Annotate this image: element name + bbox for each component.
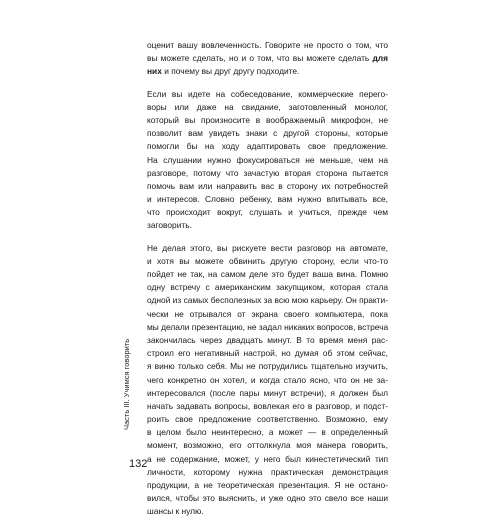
text-line: роить свое предложение соответственно. Возможно, ему — [147, 414, 388, 425]
text-line: пойдет не так, на самом деле это будет ваша вина. Помню — [147, 269, 388, 279]
text-line-part: и почему вы друг другу подходите. — [161, 66, 300, 77]
bold-word: них — [147, 66, 162, 77]
text-line: в целом было неинтересно, а может — в определенный — [147, 427, 388, 438]
running-head: Часть III. Учимся говорить — [122, 338, 131, 430]
text-line: помочь вам или направить вас в сторону их потребностей — [147, 180, 388, 191]
text-line: что происходит вокруг, слушать и учиться, прежде чем — [147, 207, 388, 218]
bold-word: для — [372, 53, 388, 64]
text-line: момент, возможно, его оттолкнула моя манера говорить, — [147, 440, 388, 451]
paragraph-2 — [147, 88, 388, 233]
paragraph-3 — [147, 242, 388, 519]
text-line: Не делая этого, вы рискуете вести разговор на автомате, — [147, 242, 388, 253]
text-line: заговорить. — [147, 220, 192, 231]
text-line-part: вы можете сделать, но и о том, что вы можете сделать — [147, 53, 370, 64]
text-line: а не содержание, может, у него был кинестетический тип — [147, 453, 388, 464]
text-line: личности, которому нужна практическая демонстрация — [147, 466, 388, 477]
text-line: и хотя вы можете обвинить другую сторону, если что-то — [147, 255, 388, 266]
text-line: я виню только себя. Мы не потрудились тщательно изучить, — [147, 361, 388, 372]
text-line: воры или даже на свидание, заготовленный монолог, — [147, 101, 388, 112]
text-line: который вы произносите в воображаемый микрофон, не — [147, 114, 388, 125]
text-line — [147, 52, 388, 65]
text-line: начать задавать вопросы, вовлекая его в разговор, и подст- — [147, 400, 388, 411]
page-number: 132 — [129, 458, 148, 470]
text-line: позволит вам увидеть знаки с другой стороны, которые — [147, 128, 388, 139]
text-line: строил его негативный настрой, но думая об этом сейчас, — [147, 348, 388, 359]
text-line: вился, чтобы это выяснить, и уже одно это свело все наши — [147, 493, 388, 504]
text-line — [147, 65, 388, 78]
text-line: помогли бы на ходу адаптировать свое предложение. — [147, 141, 388, 152]
text-line: продукции, а не теоретическая презентация. Я не остано- — [147, 480, 388, 490]
text-line: разговоре, потому что зачастую вторая сторона пытается — [147, 167, 388, 178]
text-line: чего конкретно он хотел, и когда стало ясно, что он не за- — [147, 374, 388, 385]
text-line: чески не отрывался от экрана своего компьютера, пока — [147, 308, 388, 319]
paragraph-1 — [147, 39, 388, 79]
text-line: и интересов. Словно ребенку, вам нужно впитывать все, — [147, 194, 388, 205]
text-line: мы делали презентацию, не задал никаких вопросов, встреча — [147, 321, 389, 332]
text-line: одной из самых бесполезных за всю мою карьеру. Он практи- — [147, 295, 388, 306]
text-line: одну встречу с американским закупщиком, которая стала — [147, 282, 388, 293]
text-line: интересовался (после пары минут встречи), я должен был — [147, 387, 388, 398]
body-text — [147, 39, 388, 519]
text-line: шансы к нулю. — [147, 506, 204, 517]
text-line: На слушании нужно фокусироваться не меньше, чем на — [147, 154, 388, 165]
text-line: оценит вашу вовлеченность. Говорите не просто о том, что — [147, 40, 388, 50]
text-line: Если вы идете на собеседование, коммерческие перего- — [147, 88, 388, 99]
text-line: закончилась через двадцать минут. В то время меня рас- — [147, 334, 388, 345]
